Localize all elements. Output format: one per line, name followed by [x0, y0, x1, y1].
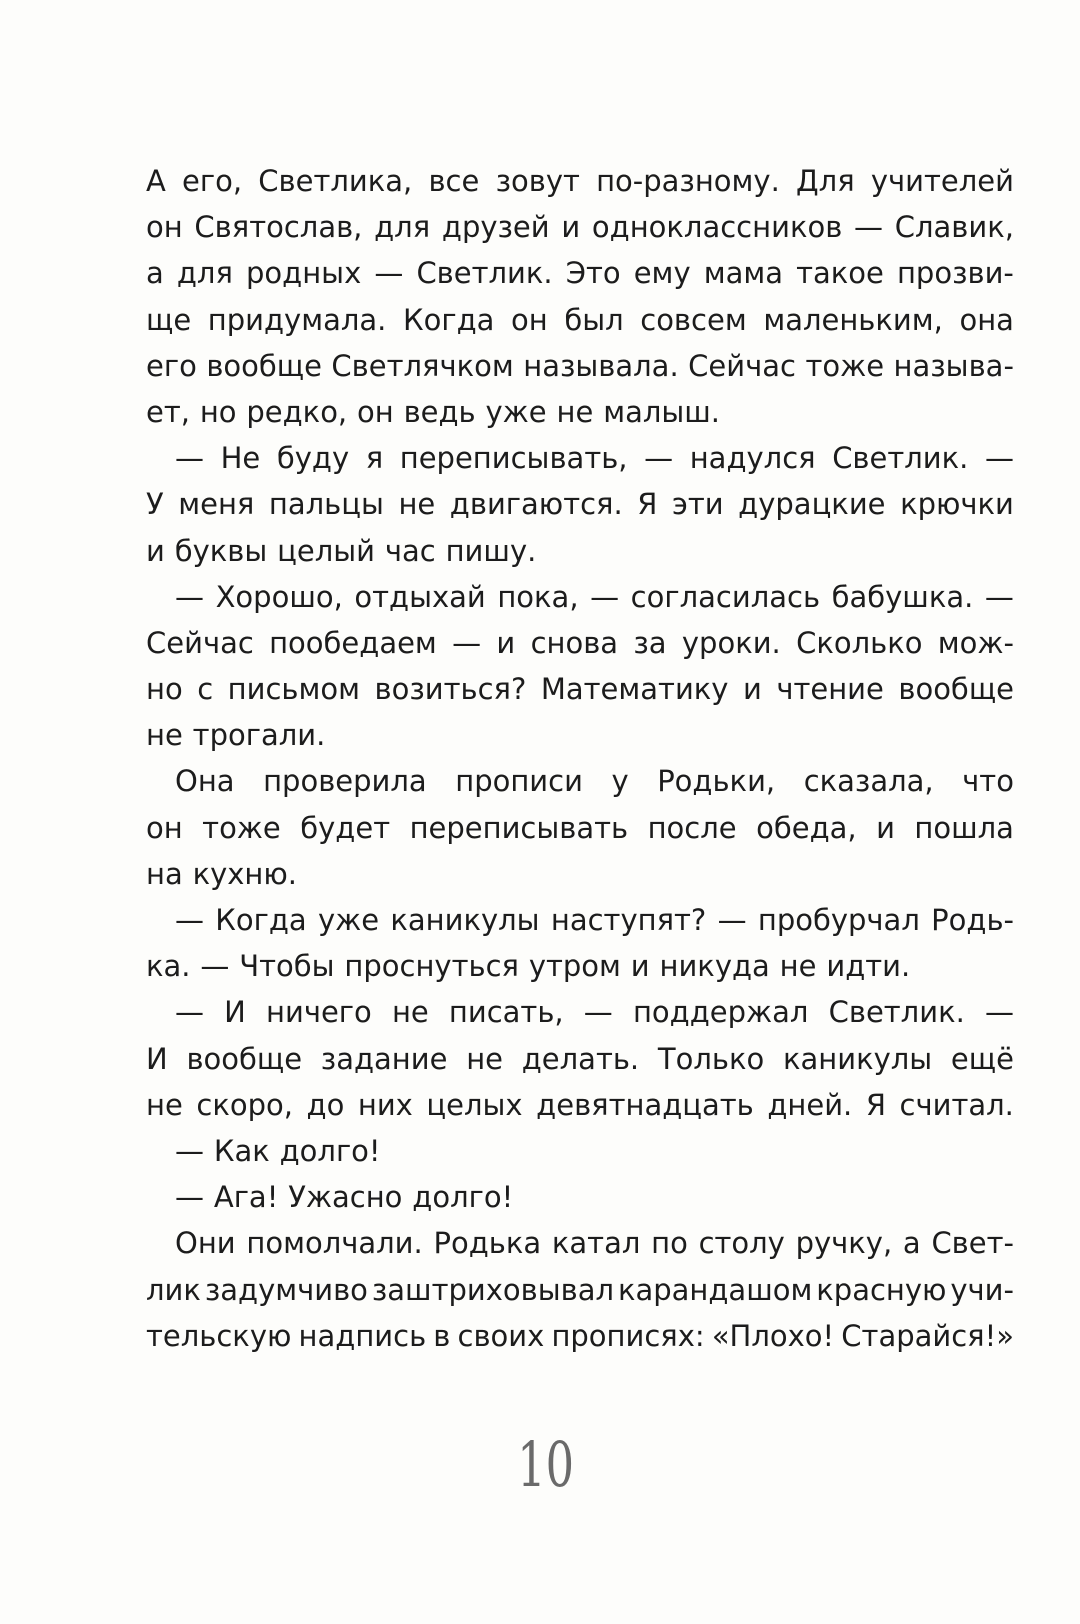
text-line: но с письмом возиться? Математику и чтение вообще: [146, 672, 1014, 707]
text-line: И вообще задание не делать. Только каникулы ещё: [146, 1041, 1014, 1076]
text-line: на кухню.: [146, 856, 298, 891]
text-line: его вообще Светлячком называла. Сейчас тоже называ-: [146, 348, 1014, 383]
text-line: он тоже будет переписывать после обеда, и пошла: [146, 810, 1014, 845]
text-line: Они помолчали. Родька катал по столу ручку, а Свет-: [175, 1226, 1014, 1261]
text-line: не скоро, до них целых девятнадцать дней. Я считал.: [146, 1087, 1014, 1122]
page-number: 10: [517, 1428, 575, 1501]
text-line: ка. — Чтобы проснуться утром и никуда не идти.: [146, 949, 911, 984]
text-line: У меня пальцы не двигаются. Я эти дурацкие крючки: [146, 487, 1014, 522]
text-line: — Как долго!: [175, 1133, 381, 1168]
text-line: Сейчас пообедаем — и снова за уроки. Сколько мож-: [146, 625, 1014, 660]
text-line: — Не буду я переписывать, — надулся Светлик. —: [175, 441, 1014, 476]
text-line: а для родных — Светлик. Это ему мама такое прозви-: [146, 256, 1014, 291]
text-line: — Когда уже каникулы наступят? — пробурчал Родь-: [175, 903, 1014, 937]
text-line: тельскую надпись в своих прописях: «Плохо! Старайся!»: [146, 1318, 1014, 1353]
text-line: Она проверила прописи у Родьки, сказала, что: [175, 764, 1014, 799]
text-line: лик задумчиво заштриховывал карандашом красную учи-: [146, 1272, 1014, 1307]
text-line: — Ага! Ужасно долго!: [175, 1180, 514, 1215]
text-line: ще придумала. Когда он был совсем маленьким, она: [146, 302, 1014, 337]
book-page-text: [146, 158, 1014, 1359]
text-line: и буквы целый час пишу.: [146, 533, 537, 568]
text-line: ет, но редко, он ведь уже не малыш.: [146, 394, 721, 429]
text-line: он Святослав, для друзей и одноклассников — Славик,: [146, 210, 1014, 245]
text-line: А его, Светлика, все зовут по-разному. Для учителей: [146, 164, 1014, 198]
text-line: — И ничего не писать, — поддержал Светлик. —: [175, 995, 1014, 1030]
text-line: — Хорошо, отдыхай пока, — согласилась бабушка. —: [175, 579, 1014, 614]
text-line: не трогали.: [146, 718, 326, 753]
